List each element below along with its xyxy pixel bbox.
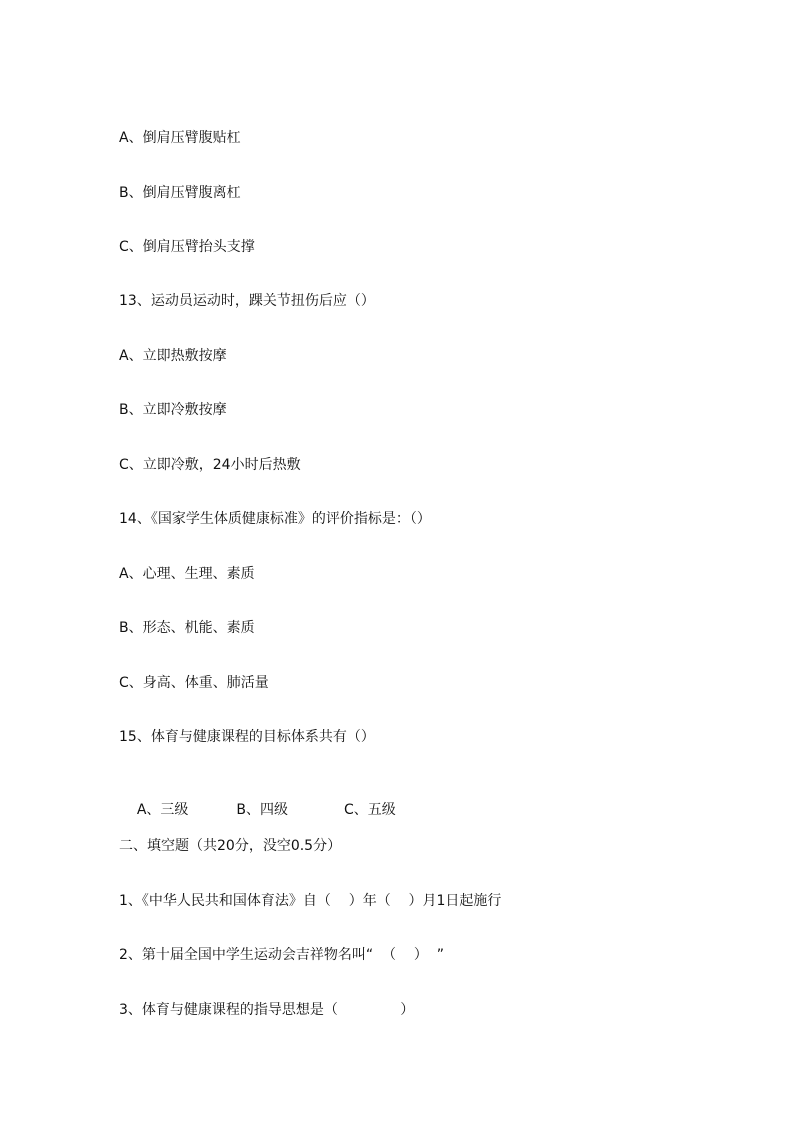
option-c-text: C、倒肩压臂抬头支撑 [119, 239, 255, 255]
section-fill-in-heading: 二、填空题（共20分，没空0.5分） [119, 838, 342, 854]
q14-option-b: B、形态、机能、素质 [119, 620, 255, 636]
q13-option-c: C、立即冷敷，24小时后热敷 [119, 457, 301, 473]
question-14: 14、《国家学生体质健康标准》的评价指标是：（） [119, 511, 431, 527]
q15-option-a: A、三级 [136, 802, 189, 818]
q14-option-c: C、身高、体重、肺活量 [119, 675, 269, 691]
fill-question-2: 2、第十届全国中学生运动会吉祥物名叫“ （ ） ” [119, 947, 445, 963]
question-13: 13、运动员运动时，踝关节扭伤后应（） [119, 293, 375, 309]
question-15: 15、体育与健康课程的目标体系共有（） [119, 729, 375, 745]
fill-question-3: 3、体育与健康课程的指导思想是（ ） [119, 1002, 415, 1018]
option-a-text: A、倒肩压臂腹贴杠 [119, 130, 241, 146]
option-b-text: B、倒肩压臂腹离杠 [119, 185, 241, 201]
fill-question-1: 1、《中华人民共和国体育法》自（ ）年（ ）月1日起施行 [119, 893, 502, 909]
q14-option-a: A、心理、生理、素质 [119, 566, 255, 582]
q13-option-a: A、立即热敷按摩 [119, 348, 227, 364]
q15-options-row [119, 783, 396, 837]
q15-option-c: C、五级 [344, 802, 396, 818]
q15-option-b: B、四级 [236, 802, 288, 818]
q13-option-b: B、立即冷敷按摩 [119, 402, 227, 418]
